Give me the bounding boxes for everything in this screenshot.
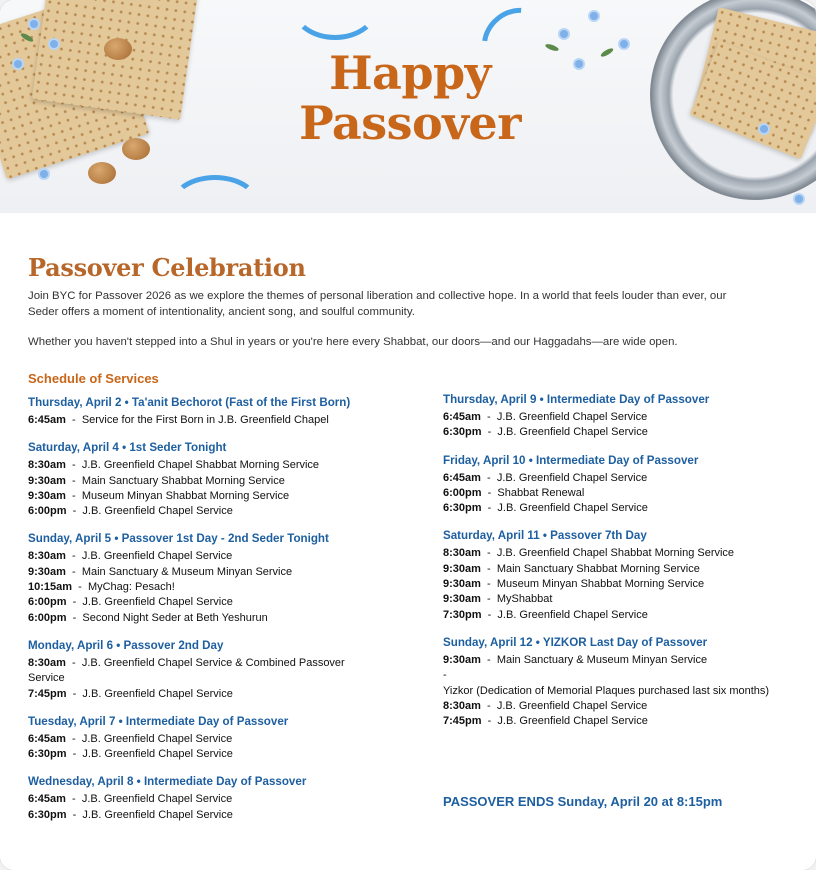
service-row (443, 699, 783, 714)
service-time: 8:30am (28, 550, 66, 563)
schedule-day (443, 453, 783, 517)
intro-paragraph: Join BYC for Passover 2026 as we explore the themes of personal liberation and collective hope. In a world that feels louder than ever, our Seder offers a moment of intentionality, ancient song, and soulful community. (28, 290, 727, 318)
day-heading: Monday, April 6 • Passover 2nd Day (28, 638, 224, 652)
service-separator: - (480, 653, 497, 666)
service-description: Second Night Seder at Beth Yeshurun (82, 611, 268, 624)
service-row (28, 580, 368, 595)
passover-ends-note: PASSOVER ENDS Sunday, April 20 at 8:15pm (443, 794, 723, 809)
forget-me-not-flowers-image (14, 60, 22, 68)
service-time: 9:30am (443, 562, 481, 575)
service-description: MyShabbat (496, 593, 553, 606)
service-separator: - (65, 550, 82, 563)
schedule-day (28, 638, 368, 702)
service-description: J.B. Greenfield Chapel Service (497, 502, 648, 515)
hero-banner (0, 0, 816, 213)
service-description: J.B. Greenfield Chapel Service (497, 715, 648, 728)
service-time: 6:30pm (443, 426, 482, 439)
service-description: J.B. Greenfield Chapel Service (81, 793, 233, 806)
schedule-day (28, 440, 368, 519)
service-row (28, 549, 368, 564)
service-time: 8:30am (443, 547, 481, 560)
service-time: 9:30am (443, 653, 481, 666)
schedule-day (28, 531, 368, 625)
service-time: 6:00pm (28, 611, 67, 624)
service-row (28, 595, 368, 610)
forget-me-not-flowers-image (590, 12, 598, 20)
service-description: J.B. Greenfield Chapel Shabbat Morning Service (81, 459, 320, 472)
walnut-image (88, 162, 116, 184)
service-separator: - (480, 547, 497, 560)
service-separator: - (480, 699, 497, 712)
service-time: 8:30am (443, 699, 481, 712)
service-time: 7:30pm (443, 608, 482, 621)
forget-me-not-flowers-image (795, 195, 803, 203)
service-separator: - (481, 486, 498, 499)
service-separator: - (65, 474, 82, 487)
service-row (443, 425, 783, 440)
service-time: 9:30am (28, 489, 66, 502)
forget-me-not-flowers-image (760, 125, 768, 133)
intro-paragraph: Whether you haven't stepped into a Shul in years or you're here every Shabbat, our doors—and our Haggadahs—are wide open. (28, 336, 678, 348)
service-description: J.B. Greenfield Chapel Service (82, 596, 233, 609)
forget-me-not-flowers-image (50, 40, 58, 48)
service-separator: - (65, 565, 82, 578)
intro-section (28, 252, 788, 350)
service-description: Main Sanctuary & Museum Minyan Service (81, 565, 293, 578)
service-time: 6:45am (28, 793, 66, 806)
service-separator: - (66, 748, 83, 761)
service-description: J.B. Greenfield Chapel Service (81, 550, 233, 563)
forget-me-not-flowers-image (560, 30, 568, 38)
service-separator: - (480, 562, 497, 575)
service-description: J.B. Greenfield Chapel Service (496, 411, 648, 423)
service-time: 9:30am (28, 565, 66, 578)
service-separator: - (65, 656, 82, 669)
service-row (28, 565, 368, 580)
service-row (443, 608, 783, 623)
service-row (28, 474, 368, 489)
service-description: Service for the First Born in J.B. Greenfield Chapel (81, 414, 329, 426)
service-row (28, 808, 368, 823)
service-time: 7:45pm (443, 715, 482, 728)
service-row (443, 577, 783, 592)
service-row (28, 687, 368, 702)
service-description: Museum Minyan Shabbat Morning Service (81, 489, 290, 502)
service-time: 6:45am (28, 414, 66, 426)
service-description: Main Sanctuary Shabbat Morning Service (496, 562, 700, 575)
service-separator: - (66, 596, 83, 609)
service-separator: - (481, 608, 498, 621)
schedule-day (443, 635, 783, 729)
service-description: J.B. Greenfield Chapel Service (81, 732, 233, 745)
hero-title (230, 48, 590, 148)
schedule-title: Schedule of Services (28, 371, 159, 386)
service-separator: - (65, 459, 82, 472)
service-description: J.B. Greenfield Chapel Service (82, 687, 233, 700)
day-heading: Thursday, April 9 • Intermediate Day of Passover (443, 393, 710, 406)
day-heading: Sunday, April 12 • YIZKOR Last Day of Passover (443, 635, 708, 649)
section-title: Passover Celebration (28, 253, 306, 282)
service-time: 9:30am (28, 474, 66, 487)
day-heading: Wednesday, April 8 • Intermediate Day of Passover (28, 775, 307, 789)
service-time: 6:00pm (28, 505, 67, 518)
service-separator: - (72, 581, 88, 594)
service-row (28, 413, 368, 428)
service-row (443, 684, 783, 699)
service-description: J.B. Greenfield Chapel Service (82, 808, 233, 821)
service-row (28, 458, 368, 473)
service-row (443, 714, 783, 729)
service-description: J.B. Greenfield Chapel Service & Combined Passover Service (28, 656, 345, 685)
schedule-day (443, 392, 783, 441)
service-time: 7:45pm (28, 687, 67, 700)
forget-me-not-flowers-image (40, 170, 48, 178)
service-time: 9:30am (443, 593, 481, 606)
service-separator: - (66, 687, 83, 700)
service-time: 6:45am (443, 471, 481, 484)
service-separator: - (65, 732, 82, 745)
service-row (28, 504, 368, 519)
service-row (28, 792, 368, 807)
service-row (28, 611, 368, 626)
forget-me-not-flowers-image (30, 20, 38, 28)
service-description: J.B. Greenfield Chapel Service (82, 748, 233, 761)
service-time: 6:30pm (28, 808, 67, 821)
service-time: 6:45am (28, 732, 66, 745)
schedule-day (28, 714, 368, 763)
service-row (443, 501, 783, 516)
matzah-image (32, 0, 199, 120)
service-separator: - (481, 502, 498, 515)
service-separator: - (66, 808, 83, 821)
forget-me-not-flowers-image (620, 40, 628, 48)
service-description: Yizkor (Dedication of Memorial Plaques purchased last six months) (443, 684, 770, 697)
walnut-image (122, 138, 150, 160)
service-row (443, 410, 783, 425)
service-description: J.B. Greenfield Chapel Service (497, 608, 648, 621)
service-row (443, 546, 783, 561)
service-row (28, 656, 368, 687)
service-row (28, 489, 368, 504)
hero-title-line2: Passover (299, 96, 521, 150)
schedule-column-left (28, 395, 368, 835)
service-separator: - (65, 489, 82, 502)
service-description: MyChag: Pesach! (87, 581, 175, 594)
service-row (28, 747, 368, 762)
service-separator: - (481, 715, 498, 728)
service-row (443, 592, 783, 607)
service-description: J.B. Greenfield Chapel Service (496, 471, 648, 484)
service-time: 8:30am (28, 656, 66, 669)
day-heading: Saturday, April 11 • Passover 7th Day (443, 529, 647, 543)
service-description: J.B. Greenfield Chapel Service (496, 699, 648, 712)
service-separator: - (480, 471, 497, 484)
leaf-image (600, 47, 615, 58)
service-time: 10:15am (28, 581, 73, 594)
service-time: 6:45am (443, 411, 481, 423)
schedule-column-right (443, 392, 783, 741)
service-description: - (443, 669, 447, 682)
service-time: 6:00pm (443, 486, 482, 499)
service-row (28, 732, 368, 747)
service-time: 9:30am (443, 578, 481, 591)
schedule-day (28, 774, 368, 823)
service-separator: - (481, 426, 498, 439)
service-description: J.B. Greenfield Chapel Service (82, 505, 233, 518)
service-row (443, 471, 783, 486)
service-time: 6:00pm (28, 596, 67, 609)
schedule-day (28, 395, 368, 428)
service-time: 6:30pm (28, 748, 67, 761)
service-separator: - (66, 505, 83, 518)
service-separator: - (480, 578, 497, 591)
blue-ribbon-image (290, 0, 380, 40)
service-description: Museum Minyan Shabbat Morning Service (496, 578, 705, 591)
service-row (443, 486, 783, 501)
day-heading: Tuesday, April 7 • Intermediate Day of Passover (28, 714, 289, 728)
service-separator: - (66, 611, 83, 624)
blue-ribbon-image (170, 175, 260, 213)
schedule-day (443, 528, 783, 622)
service-description: Shabbat Renewal (497, 486, 585, 499)
service-separator: - (480, 411, 497, 423)
service-description: J.B. Greenfield Chapel Shabbat Morning Service (496, 547, 735, 560)
walnut-image (104, 38, 132, 60)
day-heading: Sunday, April 5 • Passover 1st Day - 2nd Seder Tonight (28, 532, 329, 546)
service-row (443, 653, 783, 668)
hero-title-line1: Happy (329, 46, 491, 100)
service-description: Main Sanctuary Shabbat Morning Service (81, 474, 285, 487)
day-heading: Thursday, April 2 • Ta'anit Bechorot (Fast of the First Born) (28, 396, 351, 409)
service-description: Main Sanctuary & Museum Minyan Service (496, 653, 708, 666)
service-separator: - (480, 593, 497, 606)
service-row (443, 562, 783, 577)
service-row (443, 668, 783, 683)
service-description: J.B. Greenfield Chapel Service (497, 426, 648, 439)
service-separator: - (65, 793, 82, 806)
day-heading: Saturday, April 4 • 1st Seder Tonight (28, 441, 227, 455)
service-separator: - (65, 414, 82, 426)
service-time: 8:30am (28, 459, 66, 472)
day-heading: Friday, April 10 • Intermediate Day of Passover (443, 453, 699, 467)
service-time: 6:30pm (443, 502, 482, 515)
